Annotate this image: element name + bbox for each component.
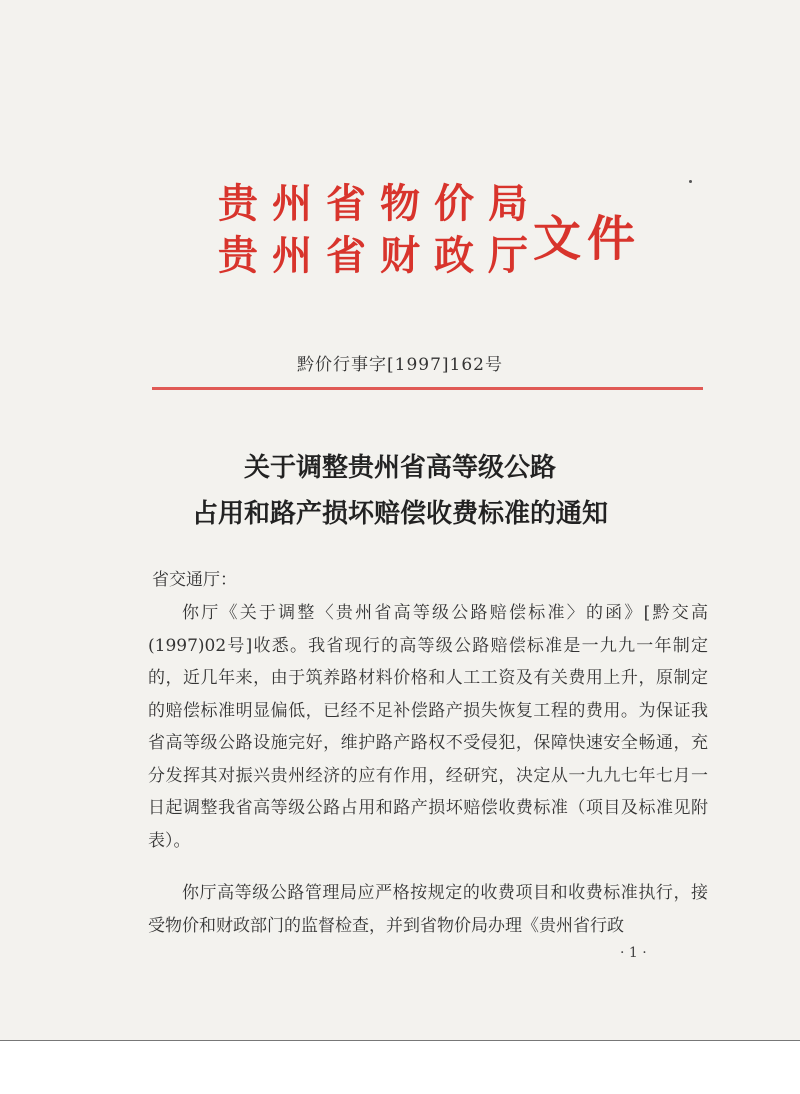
addressee: 省交通厅： bbox=[152, 570, 237, 590]
body-paragraph-2: 你厅高等级公路管理局应严格按规定的收费项目和收费标准执行，接受物价和财政部门的监督检查，并到省物价局办理《贵州省行政 bbox=[148, 883, 708, 936]
issuer-line-finance-dept: 贵州省财政厅 bbox=[218, 233, 542, 279]
issuer-suffix: 文件 bbox=[533, 211, 642, 267]
scan-speck bbox=[689, 180, 692, 183]
scan-bottom-edge bbox=[0, 1040, 800, 1094]
title-line-1: 关于调整贵州省高等级公路 bbox=[243, 453, 556, 483]
issuer-block bbox=[218, 178, 542, 282]
title-line-2: 占用和路产损坏赔偿收费标准的通知 bbox=[191, 499, 608, 529]
body-paragraph-1: 你厅《关于调整〈贵州省高等级公路赔偿标准〉的函》[黔交高(1997)02号]收悉。我省现行的高等级公路赔偿标准是一九九一年制定的，近几年来，由于筑养路材料价格和人工工资及有关费用上升，原制定的赔偿标准明显偏低，已经不足补偿路产损失恢复工程的费用。为保证我省高等级公路设施完好，维护路产路权不受侵犯，保障快速安全畅通，充分发挥其对振兴贵州经济的应有作用，经研究，决定从一九九七年七月一日起调整我省高等级公路占用和路产损坏赔偿收费标准（项目及标准见附表）。 bbox=[148, 603, 708, 851]
document-number: 黔价行事字[1997]162号 bbox=[297, 355, 503, 375]
document-title bbox=[0, 445, 800, 537]
red-divider bbox=[152, 387, 703, 390]
issuer-line-price-bureau: 贵州省物价局 bbox=[218, 181, 542, 227]
page-number: · 1 · bbox=[620, 945, 647, 961]
